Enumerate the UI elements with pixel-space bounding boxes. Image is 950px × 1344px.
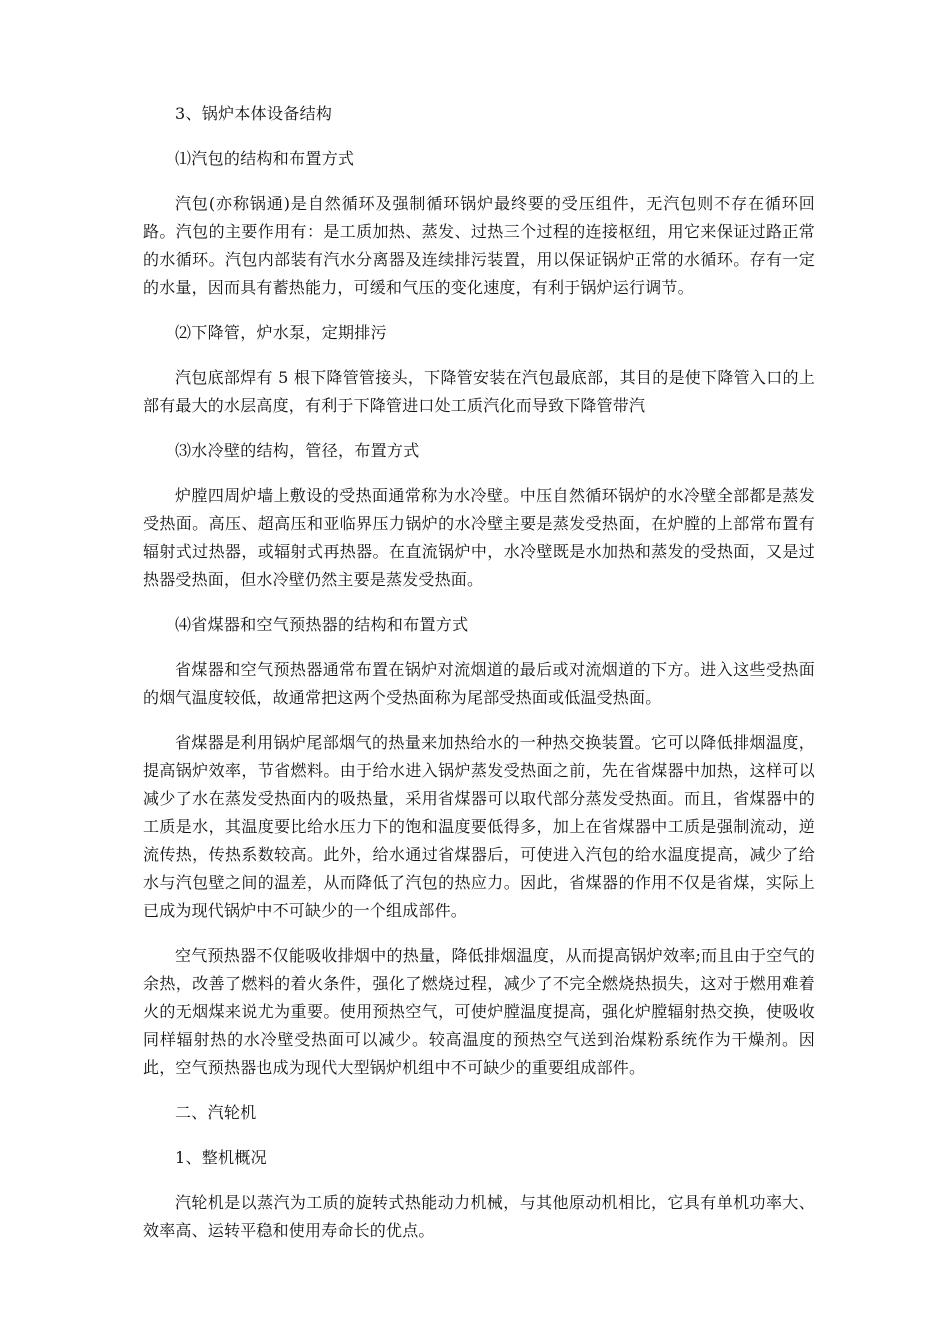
paragraph-air-preheater: 空气预热器不仅能吸收排烟中的热量，降低排烟温度，从而提高锅炉效率;而且由于空气的余热，改善了燃料的着火条件，强化了燃烧过程，减少了不完全燃烧热损失，这对于燃用难着火的无烟煤来说尤为重要。使用预热空气，可使炉膛温度提高，强化炉膛辐射热交换，使吸收同样辐射热的水冷壁受热面可以减少。较高温度的预热空气送到治煤粉系统作为干燥剂。因此，空气预热器也成为现代大型锅炉机组中不可缺少的重要组成部件。 <box>143 946 815 1077</box>
paragraph-tail-heating-surface: 省煤器和空气预热器通常布置在锅炉对流烟道的最后或对流烟道的下方。进入这些受热面的烟气温度较低，故通常把这两个受热面称为尾部受热面或低温受热面。 <box>143 660 815 707</box>
subheading-downcomer: ⑵下降管，炉水泵，定期排污 <box>175 323 387 342</box>
section-heading-boiler-structure: 3、锅炉本体设备结构 <box>175 104 333 123</box>
subheading-drum: ⑴汽包的结构和布置方式 <box>175 149 355 168</box>
paragraph-drum: 汽包(亦称锅通)是自然循环及强制循环锅炉最终要的受压组件，无汽包则不存在循环回路。汽包的主要作用有：是工质加热、蒸发、过热三个过程的连接枢纽，用它来保证过路正常的水循环。汽包内部装有汽水分离器及连续排污装置，用以保证锅炉正常的水循环。存有一定的水量，因而具有蓄热能力，可缓和气压的变化速度，有利于锅炉运行调节。 <box>143 194 815 297</box>
subheading-overview: 1、整机概况 <box>175 1148 267 1167</box>
paragraph-water-wall: 炉膛四周炉墙上敷设的受热面通常称为水冷壁。中压自然循环锅炉的水冷壁全部都是蒸发受热面。高压、超高压和亚临界压力锅炉的水冷壁主要是蒸发受热面，在炉膛的上部常布置有辐射式过热器，或辐射式再热器。在直流锅炉中，水冷壁既是水加热和蒸发的受热面，又是过热器受热面，但水冷壁仍然主要是蒸发受热面。 <box>143 486 815 589</box>
section-heading-turbine: 二、汽轮机 <box>175 1103 257 1122</box>
paragraph-downcomer: 汽包底部焊有 5 根下降管管接头，下降管安装在汽包最底部，其目的是使下降管入口的上部有最大的水层高度，有利于下降管进口处工质汽化而导致下降管带汽 <box>143 368 815 415</box>
paragraph-turbine-overview: 汽轮机是以蒸汽为工质的旋转式热能动力机械，与其他原动机相比，它具有单机功率大、效率高、运转平稳和使用寿命长的优点。 <box>143 1193 815 1240</box>
document-body <box>143 100 815 1262</box>
paragraph-economizer: 省煤器是利用锅炉尾部烟气的热量来加热给水的一种热交换装置。它可以降低排烟温度，提高锅炉效率，节省燃料。由于给水进入锅炉蒸发受热面之前，先在省煤器中加热，这样可以减少了水在蒸发受热面内的吸热量，采用省煤器可以取代部分蒸发受热面。而且，省煤器中的工质是水，其温度要比给水压力下的饱和温度要低得多，加上在省煤器中工质是强制流动，逆流传热，传热系数较高。此外，给水通过省煤器后，可使进入汽包的给水温度提高，减少了给水与汽包壁之间的温差，从而降低了汽包的热应力。因此，省煤器的作用不仅是省煤，实际上已成为现代锅炉中不可缺少的一个组成部件。 <box>143 733 815 920</box>
subheading-economizer-air-preheater: ⑷省煤器和空气预热器的结构和布置方式 <box>175 615 469 634</box>
subheading-water-wall: ⑶水冷壁的结构，管径，布置方式 <box>175 441 420 460</box>
